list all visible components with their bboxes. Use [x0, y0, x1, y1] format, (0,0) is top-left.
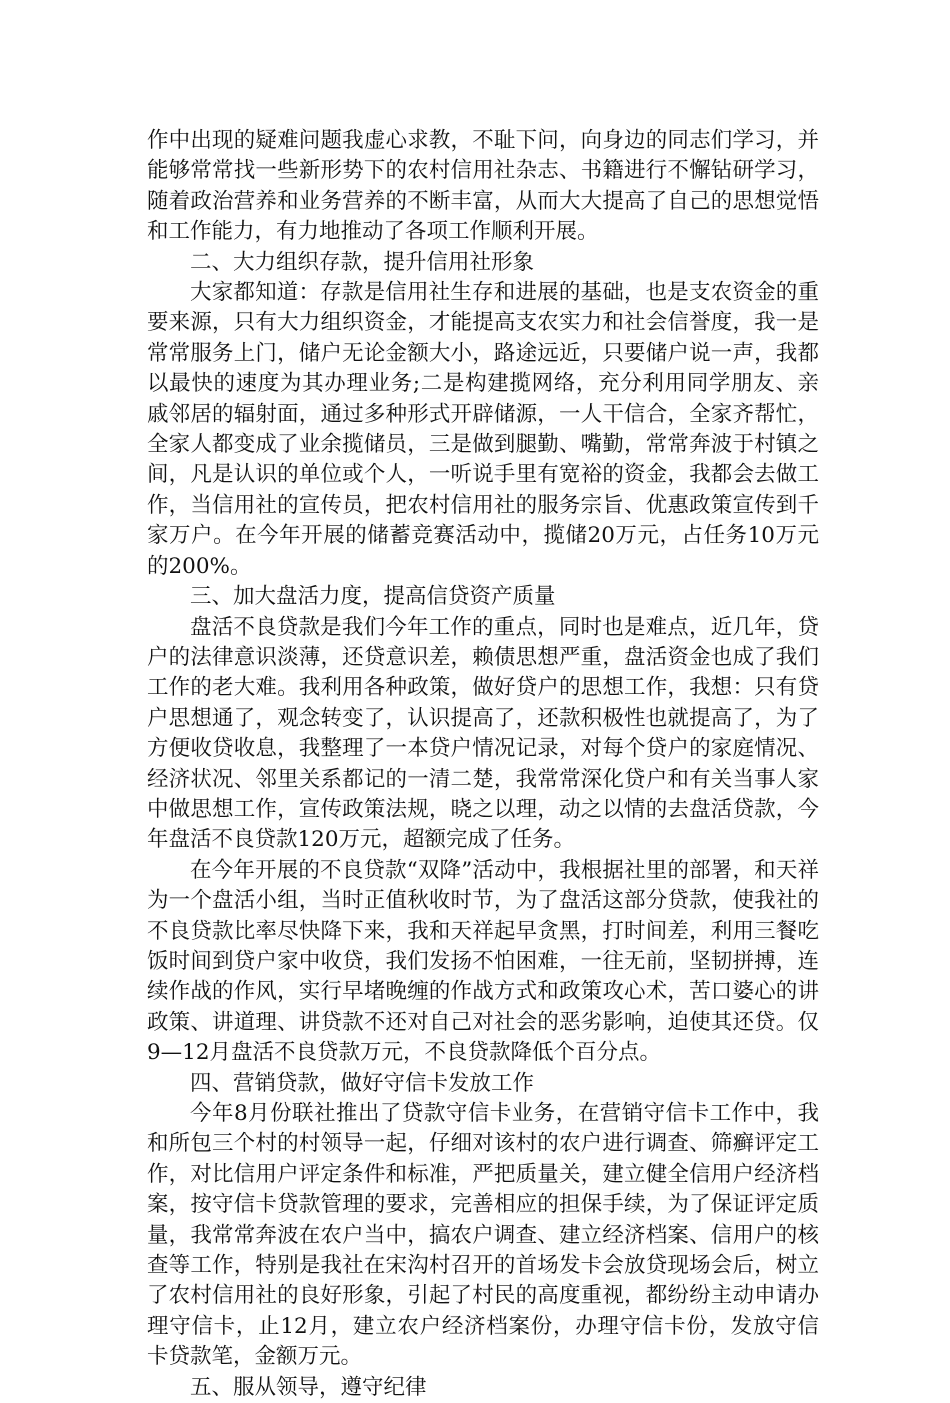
- document-body: [147, 126, 819, 1403]
- section-heading-5: 五、服从领导，遵守纪律: [190, 1374, 427, 1400]
- paragraph-deposits: 大家都知道：存款是信用社生存和进展的基础，也是支农资金的重要来源，只有大力组织资金，才能提高支农实力和社会信誉度，我一是常常服务上门，储户无论金额大小，路途远近，只要储户说一声，我都以最快的速度为其办理业务;二是构建揽网络，充分利用同学朋友、亲戚邻居的辐射面，通过多种形式开辟储源，一人干信合，全家齐帮忙，全家人都变成了业余揽储员，三是做到腿勤、嘴勤，常常奔波于村镇之间，凡是认识的单位或个人，一听说手里有宽裕的资金，我都会去做工作，当信用社的宣传员，把农村信用社的服务宗旨、优惠政策宣传到千家万户。在今年开展的储蓄竞赛活动中，揽储20万元，占任务10万元的200%。: [147, 280, 819, 579]
- paragraph-credit-card: 今年8月份联社推出了贷款守信卡业务，在营销守信卡工作中，我和所包三个村的村领导一起，仔细对该村的农户进行调查、筛癣评定工作，对比信用户评定条件和标准，严把质量关，建立健全信用户经济档案，按守信卡贷款管理的要求，完善相应的担保手续，为了保证评定质量，我常常奔波在农户当中，搞农户调查、建立经济档案、信用户的核查等工作，特别是我社在宋沟村召开的首场发卡会放贷现场会后，树立了农村信用社的良好形象，引起了村民的高度重视，都纷纷主动申请办理守信卡，止12月，建立农户经济档案份，办理守信卡份，发放守信卡贷款笔，金额万元。: [147, 1101, 819, 1370]
- paragraph-bad-loans: 盘活不良贷款是我们今年工作的重点，同时也是难点，近几年，贷户的法律意识淡薄，还贷意识差，赖债思想严重，盘活资金也成了我们工作的老大难。我利用各种政策，做好贷户的思想工作，我想：只有贷户思想通了，观念转变了，认识提高了，还款积极性也就提高了，为了方便收贷收息，我整理了一本贷户情况记录，对每个贷户的家庭情况、经济状况、邻里关系都记的一清二楚，我常常深化贷户和有关当事人家中做思想工作，宣传政策法规，晓之以理，动之以情的去盘活贷款，今年盘活不良贷款120万元，超额完成了任务。: [147, 614, 819, 853]
- paragraph-continuation: 作中出现的疑难问题我虚心求教，不耻下问，向身边的同志们学习，并能够常常找一些新形势下的农村信用社杂志、书籍进行不懈钻研学习，随着政治营养和业务营养的不断丰富，从而大大提高了自己的思想觉悟和工作能力，有力地推动了各项工作顺利开展。: [147, 128, 819, 245]
- paragraph-double-reduction: 在今年开展的不良贷款“双降”活动中，我根据社里的部署，和天祥为一个盘活小组，当时正值秋收时节，为了盘活这部分贷款，使我社的不良贷款比率尽快降下来，我和天祥起早贪黑，打时间差，利用三餐吃饭时间到贷户家中收贷，我们发扬不怕困难，一往无前，坚韧拼搏，连续作战的作风，实行早堵晚缠的作战方式和政策攻心术，苦口婆心的讲政策、讲道理、讲贷款不还对自己对社会的恶劣影响，迫使其还贷。仅9—12月盘活不良贷款万元，不良贷款降低个百分点。: [147, 857, 819, 1066]
- section-heading-3: 三、加大盘活力度，提高信贷资产质量: [190, 584, 556, 610]
- section-heading-2: 二、大力组织存款，提升信用社形象: [190, 249, 535, 275]
- section-heading-4: 四、营销贷款，做好守信卡发放工作: [190, 1070, 535, 1096]
